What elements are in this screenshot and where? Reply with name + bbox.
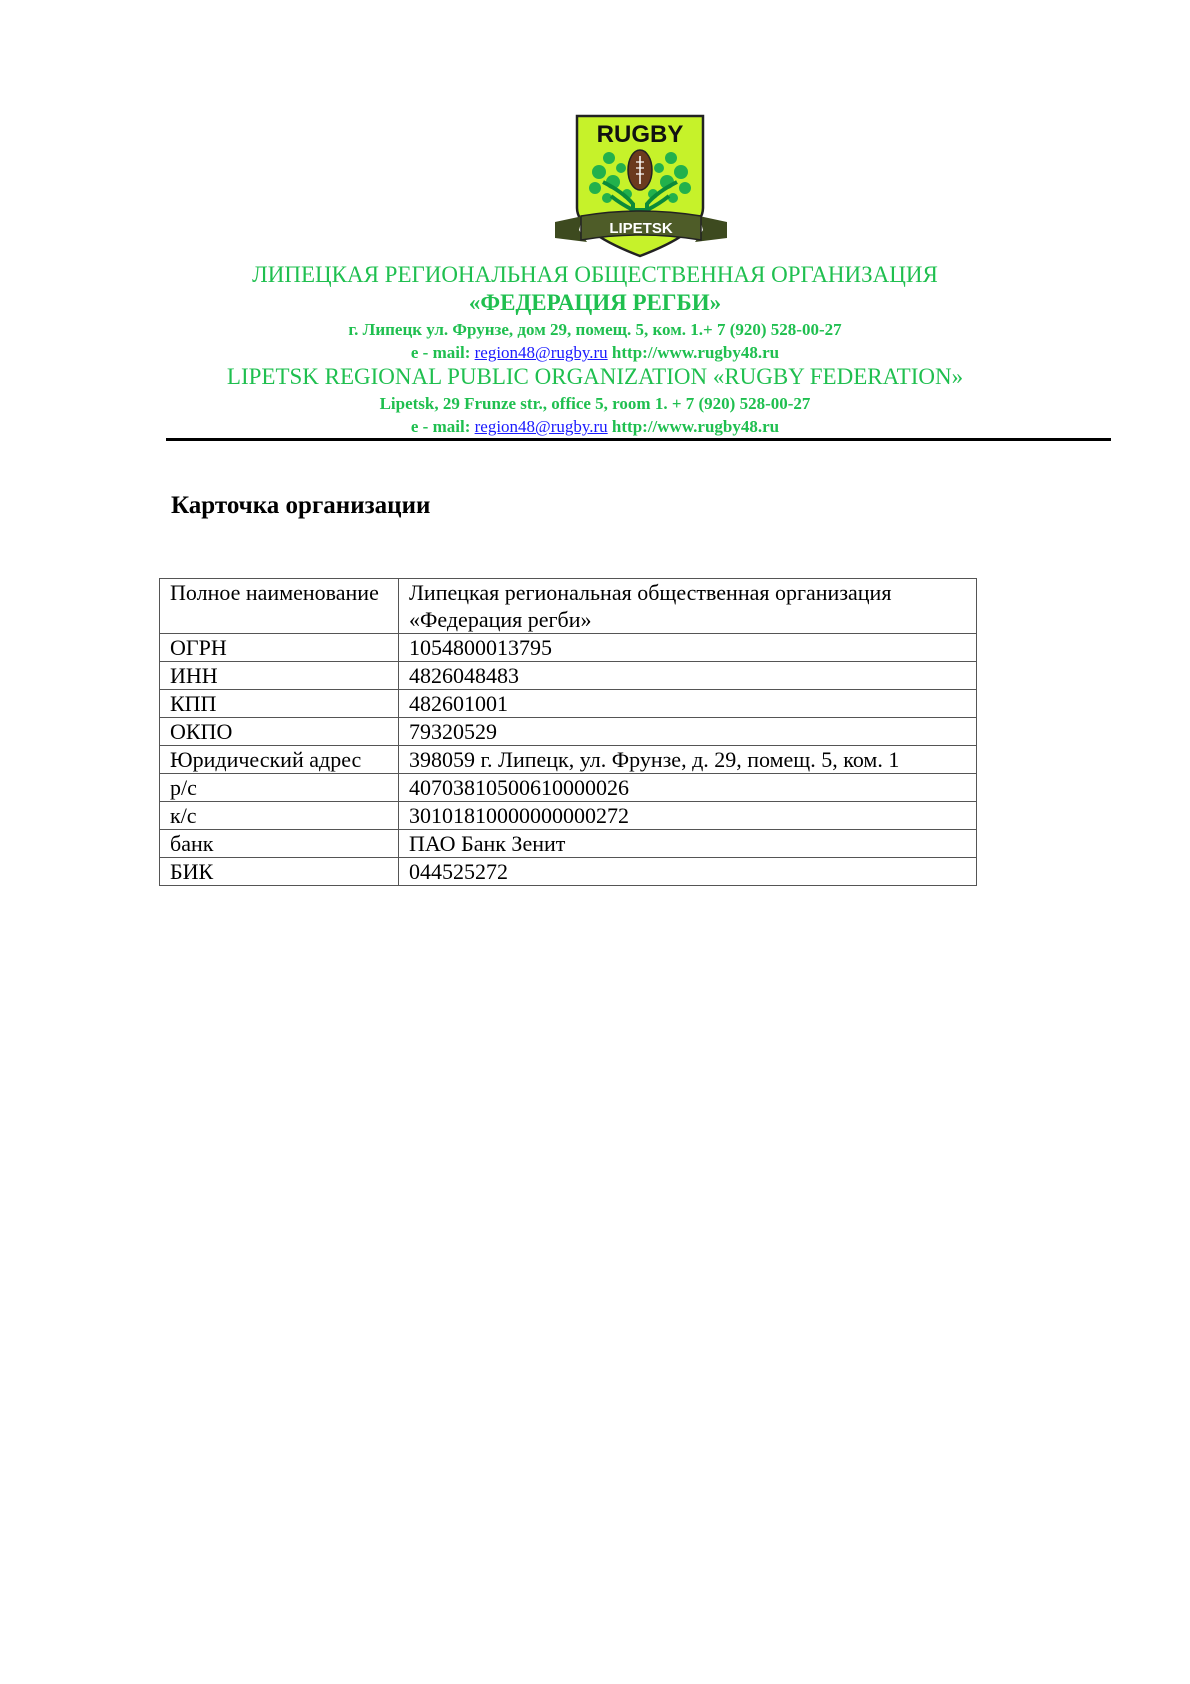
ru-address: г. Липецк ул. Фрунзе, дом 29, помещ. 5, ком. 1.+ 7 (920) 528-00-27: [348, 320, 842, 339]
table-row: [160, 746, 977, 774]
row-label: БИК: [160, 858, 399, 886]
en-contacts: [0, 417, 1190, 437]
row-label: Полное наименование: [160, 579, 399, 634]
row-value: 4826048483: [399, 662, 977, 690]
table-row: [160, 774, 977, 802]
ru-contacts: [0, 343, 1190, 363]
en-org-name: LIPETSK REGIONAL PUBLIC ORGANIZATION «RUGBY FEDERATION»: [226, 364, 964, 389]
row-value: Липецкая региональная общественная организация «Федерация регби»: [399, 579, 977, 634]
table-row: [160, 579, 977, 634]
row-label: КПП: [160, 690, 399, 718]
row-label: ОГРН: [160, 634, 399, 662]
row-value: 398059 г. Липецк, ул. Фрунзе, д. 29, помещ. 5, ком. 1: [399, 746, 977, 774]
table-row: [160, 634, 977, 662]
ru-org-name-line2: «ФЕДЕРАЦИЯ РЕГБИ»: [468, 290, 722, 315]
ru-org-name-line1: ЛИПЕЦКАЯ РЕГИОНАЛЬНАЯ ОБЩЕСТВЕННАЯ ОРГАНИЗАЦИЯ: [252, 262, 938, 287]
table-row: [160, 858, 977, 886]
organization-card-table: [159, 578, 977, 886]
email-label: e - mail:: [410, 417, 471, 436]
row-value: 30101810000000000272: [399, 802, 977, 830]
rugby-ball-icon: [628, 150, 652, 190]
row-value: 482601001: [399, 690, 977, 718]
row-value: 1054800013795: [399, 634, 977, 662]
table-row: [160, 690, 977, 718]
email-link[interactable]: region48@rugby.ru: [474, 343, 608, 362]
email-label: e - mail:: [410, 343, 471, 362]
row-value: 044525272: [399, 858, 977, 886]
table-row: [160, 718, 977, 746]
row-label: р/с: [160, 774, 399, 802]
row-label: Юридический адрес: [160, 746, 399, 774]
logo-banner: LIPETSK: [609, 220, 673, 237]
row-value: 79320529: [399, 718, 977, 746]
row-value: ПАО Банк Зенит: [399, 830, 977, 858]
rugby-lipetsk-logo: [553, 112, 729, 262]
row-label: к/с: [160, 802, 399, 830]
en-address: Lipetsk, 29 Frunze str., office 5, room 1. + 7 (920) 528-00-27: [379, 394, 811, 413]
table-row: [160, 662, 977, 690]
row-value: 40703810500610000026: [399, 774, 977, 802]
website-link[interactable]: http://www.rugby48.ru: [611, 343, 780, 362]
document-title: Карточка организации: [171, 492, 431, 519]
logo-title: RUGBY: [596, 121, 684, 148]
row-label: банк: [160, 830, 399, 858]
row-label: ИНН: [160, 662, 399, 690]
row-label: ОКПО: [160, 718, 399, 746]
website-link[interactable]: http://www.rugby48.ru: [611, 417, 780, 436]
table-row: [160, 802, 977, 830]
header-divider: [166, 438, 1111, 441]
email-link[interactable]: region48@rugby.ru: [474, 417, 608, 436]
table-row: [160, 830, 977, 858]
